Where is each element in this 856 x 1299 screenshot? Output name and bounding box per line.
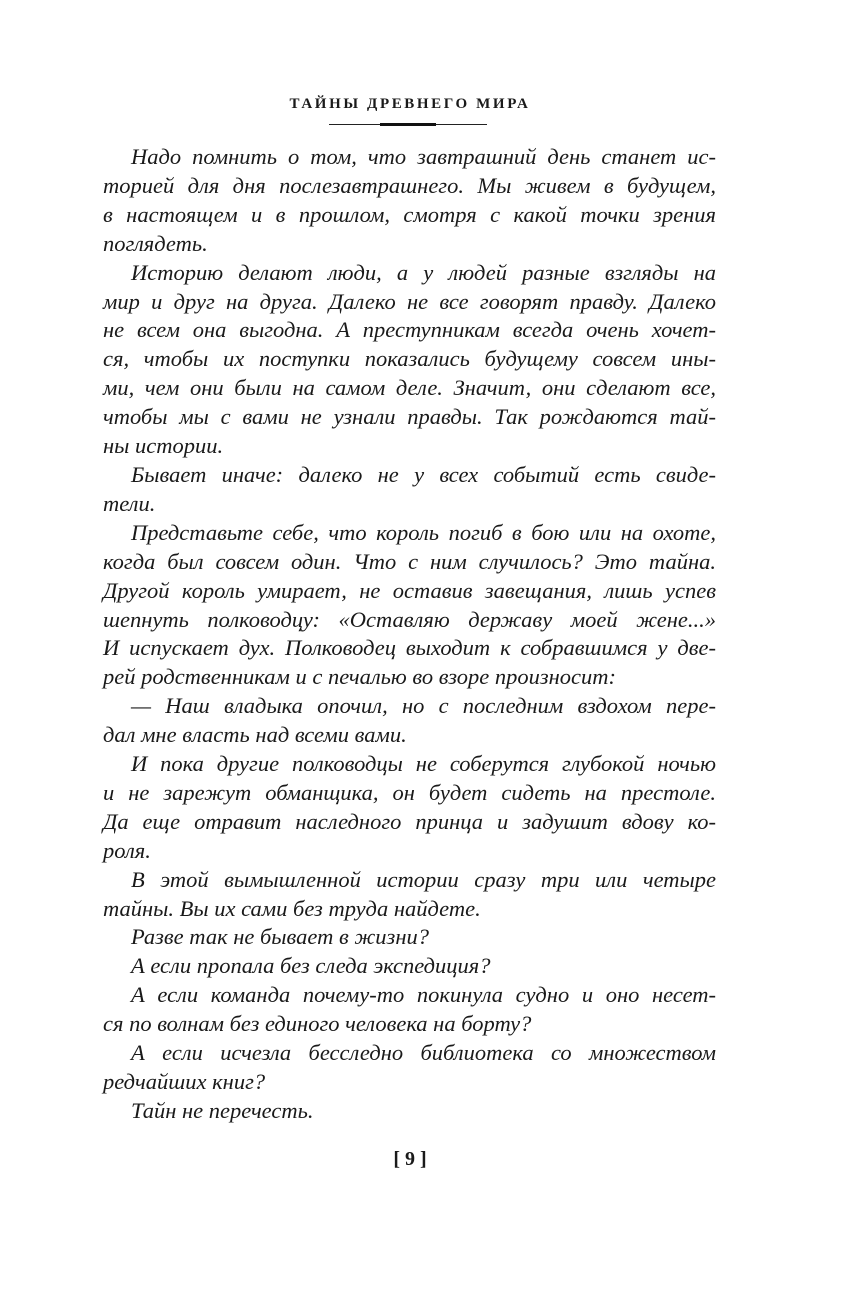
text-line: дал мне власть над всеми вами. xyxy=(103,722,407,748)
text-line: Другой король умирает, не оставив завещания, лишь успев xyxy=(103,577,716,603)
text-line: А если исчезла бесследно библиотека со множеством xyxy=(131,1040,716,1066)
text-line: чтобы мы с вами не узнали правды. Так рождаются тай- xyxy=(103,404,716,430)
text-line: И испускает дух. Полководец выходит к собравшимся у две- xyxy=(103,635,716,661)
text-line: мир и друг на друга. Далеко не все говорят правду. Далеко xyxy=(103,288,716,314)
text-line: Тайн не перечесть. xyxy=(131,1097,314,1123)
text-line: торией для дня послезавтрашнего. Мы живем в будущем, xyxy=(103,172,716,198)
text-line: ся по волнам без единого человека на борту? xyxy=(103,1011,532,1037)
text-line: А если пропала без следа экспедиция? xyxy=(131,953,491,979)
text-line: Да еще отравит наследного принца и задушит вдову ко- xyxy=(103,808,716,834)
text-line: в настоящем и в прошлом, смотря с какой точки зрения xyxy=(103,201,716,227)
running-header: ТАЙНЫ ДРЕВНЕГО МИРА xyxy=(289,96,531,112)
header-rule-accent xyxy=(380,123,436,126)
text-line: поглядеть. xyxy=(103,230,208,256)
text-line: ся, чтобы их поступки показались будущему совсем ины- xyxy=(103,346,716,372)
text-line: роля. xyxy=(103,837,151,863)
text-line: — Наш владыка опочил, но с последним вздохом пере- xyxy=(131,693,716,719)
text-line: не всем она выгодна. А преступникам всегда очень хочет- xyxy=(103,317,716,343)
text-line: когда был совсем один. Что с ним случилось? Это тайна. xyxy=(103,548,716,574)
text-line: Разве так не бывает в жизни? xyxy=(131,924,429,950)
text-line: В этой вымышленной истории сразу три или четыре xyxy=(131,866,716,892)
text-line: и не зарежут обманщика, он будет сидеть на престоле. xyxy=(103,779,716,805)
text-line: Представьте себе, что король погиб в бою или на охоте, xyxy=(131,519,716,545)
text-line: И пока другие полководцы не соберутся глубокой ночью xyxy=(131,751,716,777)
text-line: тели. xyxy=(103,490,156,516)
page-number: [ 9 ] xyxy=(393,1148,427,1170)
text-line: ми, чем они были на самом деле. Значит, они сделают все, xyxy=(103,375,716,401)
text-line: рей родственникам и с печалью во взоре произносит: xyxy=(103,664,616,690)
text-line: ны истории. xyxy=(103,433,224,459)
body-text xyxy=(103,143,716,1126)
text-line: А если команда почему-то покинула судно и оно несет- xyxy=(131,982,716,1008)
text-line: Бывает иначе: далеко не у всех событий есть свиде- xyxy=(131,461,716,487)
text-line: Историю делают люди, а у людей разные взгляды на xyxy=(131,259,716,285)
text-line: тайны. Вы их сами без труда найдете. xyxy=(103,895,481,921)
text-line: редчайших книг? xyxy=(103,1069,266,1094)
text-line: Надо помнить о том, что завтрашний день станет ис- xyxy=(131,144,716,169)
text-line: шепнуть полководцу: «Оставляю державу моей жене...» xyxy=(103,606,716,632)
